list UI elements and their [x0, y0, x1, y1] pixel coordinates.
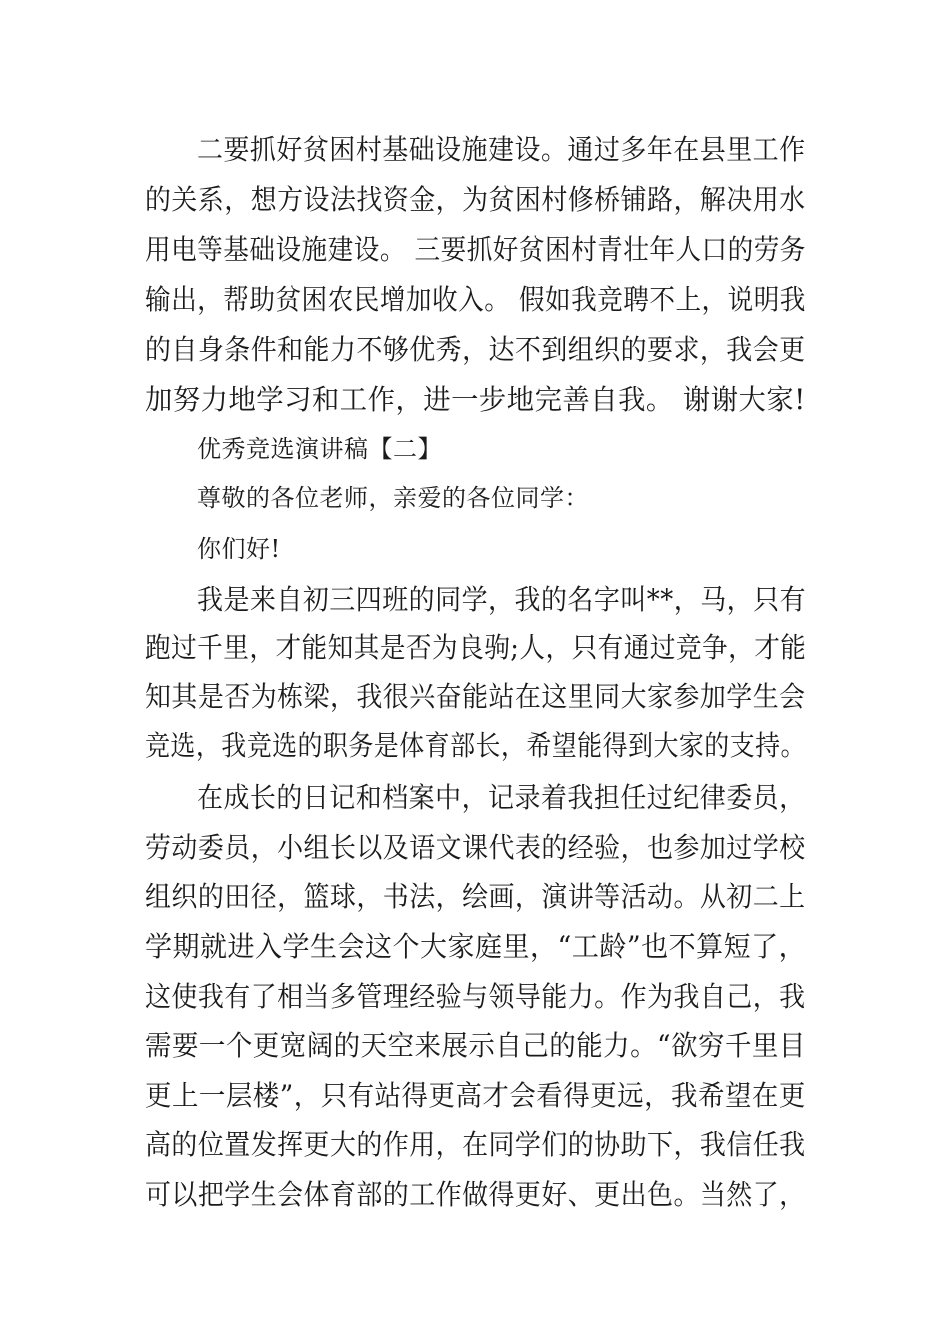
- paragraph-line: 的关系，想方设法找资金，为贫困村修桥铺路，解决用水: [145, 183, 806, 216]
- section-heading: 优秀竞选演讲稿【二】: [197, 435, 442, 463]
- paragraph-line: 劳动委员，小组长以及语文课代表的经验，也参加过学校: [145, 831, 806, 864]
- paragraph-line: 跑过千里，才能知其是否为良驹;人，只有通过竞争，才能: [145, 631, 807, 664]
- paragraph-line: 组织的田径，篮球，书法，绘画，演讲等活动。从初二上: [145, 880, 806, 913]
- paragraph-line: 更上一层楼”，只有站得更高才会看得更远，我希望在更: [145, 1079, 806, 1112]
- paragraph-line: 的自身条件和能力不够优秀，达不到组织的要求，我会更: [145, 333, 806, 366]
- paragraph-line: 加努力地学习和工作，进一步地完善自我。 谢谢大家!: [145, 383, 806, 416]
- paragraph-line: 知其是否为栋梁，我很兴奋能站在这里同大家参加学生会: [145, 680, 806, 713]
- salutation-line: 尊敬的各位老师，亲爱的各位同学：: [197, 484, 589, 512]
- paragraph-line: 这使我有了相当多管理经验与领导能力。作为我自己，我: [145, 980, 806, 1013]
- paragraph-line: 可以把学生会体育部的工作做得更好、更出色。当然了，: [145, 1178, 806, 1211]
- paragraph-line: 竞选，我竞选的职务是体育部长，希望能得到大家的支持。: [145, 729, 806, 762]
- greeting-line: 你们好!: [197, 535, 281, 563]
- paragraph-line: 用电等基础设施建设。 三要抓好贫困村青壮年人口的劳务: [145, 233, 806, 266]
- paragraph-line: 我是来自初三四班的同学，我的名字叫**，马，只有: [197, 583, 807, 616]
- paragraph-line: 二要抓好贫困村基础设施建设。通过多年在县里工作: [197, 133, 806, 166]
- paragraph-line: 需要一个更宽阔的天空来展示自己的能力。“欲穷千里目: [145, 1029, 806, 1062]
- paragraph-line: 输出，帮助贫困农民增加收入。 假如我竞聘不上，说明我: [145, 283, 806, 316]
- paragraph-line: 高的位置发挥更大的作用，在同学们的协助下，我信任我: [145, 1128, 806, 1161]
- paragraph-line: 在成长的日记和档案中，记录着我担任过纪律委员，: [197, 781, 806, 814]
- paragraph-line: 学期就进入学生会这个大家庭里，“工龄”也不算短了，: [145, 930, 807, 963]
